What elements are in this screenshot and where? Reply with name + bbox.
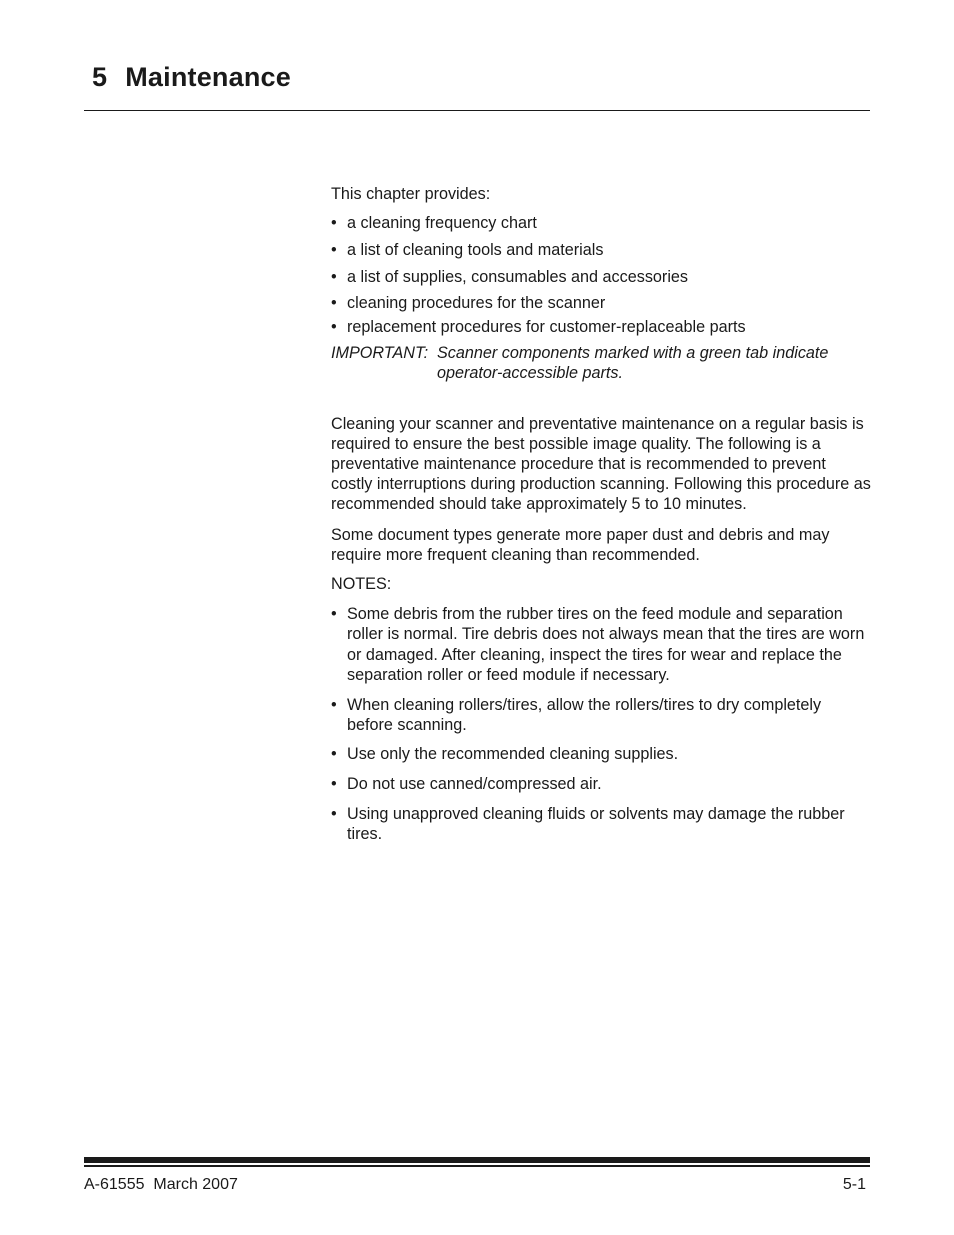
list-item: • Using unapproved cleaning fluids or solvents may damage the rubber tires. <box>331 804 871 844</box>
chapter-number: 5 <box>92 62 108 92</box>
body-paragraph: Cleaning your scanner and preventative maintenance on a regular basis is required to ensure the best possible image quality. The following is a preventative maintenance procedure that is recommended to prevent costly interruptions during production scanning. Following this procedure as recommended should take approximately 5 to 10 minutes. <box>331 414 871 514</box>
notes-label: NOTES: <box>331 575 392 594</box>
title-divider <box>84 110 870 111</box>
footer-doc-id: A-61555 March 2007 <box>84 1176 238 1193</box>
page-content <box>331 184 871 854</box>
provides-list <box>331 213 871 337</box>
chapter-name: Maintenance <box>125 62 291 92</box>
footer-divider-thick <box>84 1157 870 1163</box>
list-item: • Use only the recommended cleaning supplies. <box>331 744 871 764</box>
intro-text: This chapter provides: <box>331 185 491 203</box>
list-item: • Do not use canned/compressed air. <box>331 774 871 794</box>
list-item: • a list of cleaning tools and materials <box>331 240 871 260</box>
notes-list <box>331 604 871 844</box>
footer-page-number: 5-1 <box>842 1176 866 1193</box>
list-item: • Some debris from the rubber tires on the feed module and separation roller is normal. Tire debris does not always mean that the tires are worn or damaged. After cleaning, inspect the tires for wear and replace the separation roller or feed module if necessary. <box>331 604 871 685</box>
footer-divider-thin <box>84 1165 870 1167</box>
body-paragraph: Some document types generate more paper dust and debris and may require more frequent cleaning than recommended. <box>331 525 830 564</box>
important-text: Scanner components marked with a green tab indicate operator-accessible parts. <box>437 344 829 383</box>
chapter-title <box>92 62 291 93</box>
list-item: • a cleaning frequency chart <box>331 213 871 233</box>
list-item: • cleaning procedures for the scanner <box>331 293 871 313</box>
important-label: IMPORTANT: <box>331 344 429 363</box>
list-item: • a list of supplies, consumables and accessories <box>331 267 871 287</box>
list-item: • When cleaning rollers/tires, allow the rollers/tires to dry completely before scanning. <box>331 695 871 735</box>
important-note <box>331 343 871 383</box>
list-item: • replacement procedures for customer-replaceable parts <box>331 317 871 337</box>
